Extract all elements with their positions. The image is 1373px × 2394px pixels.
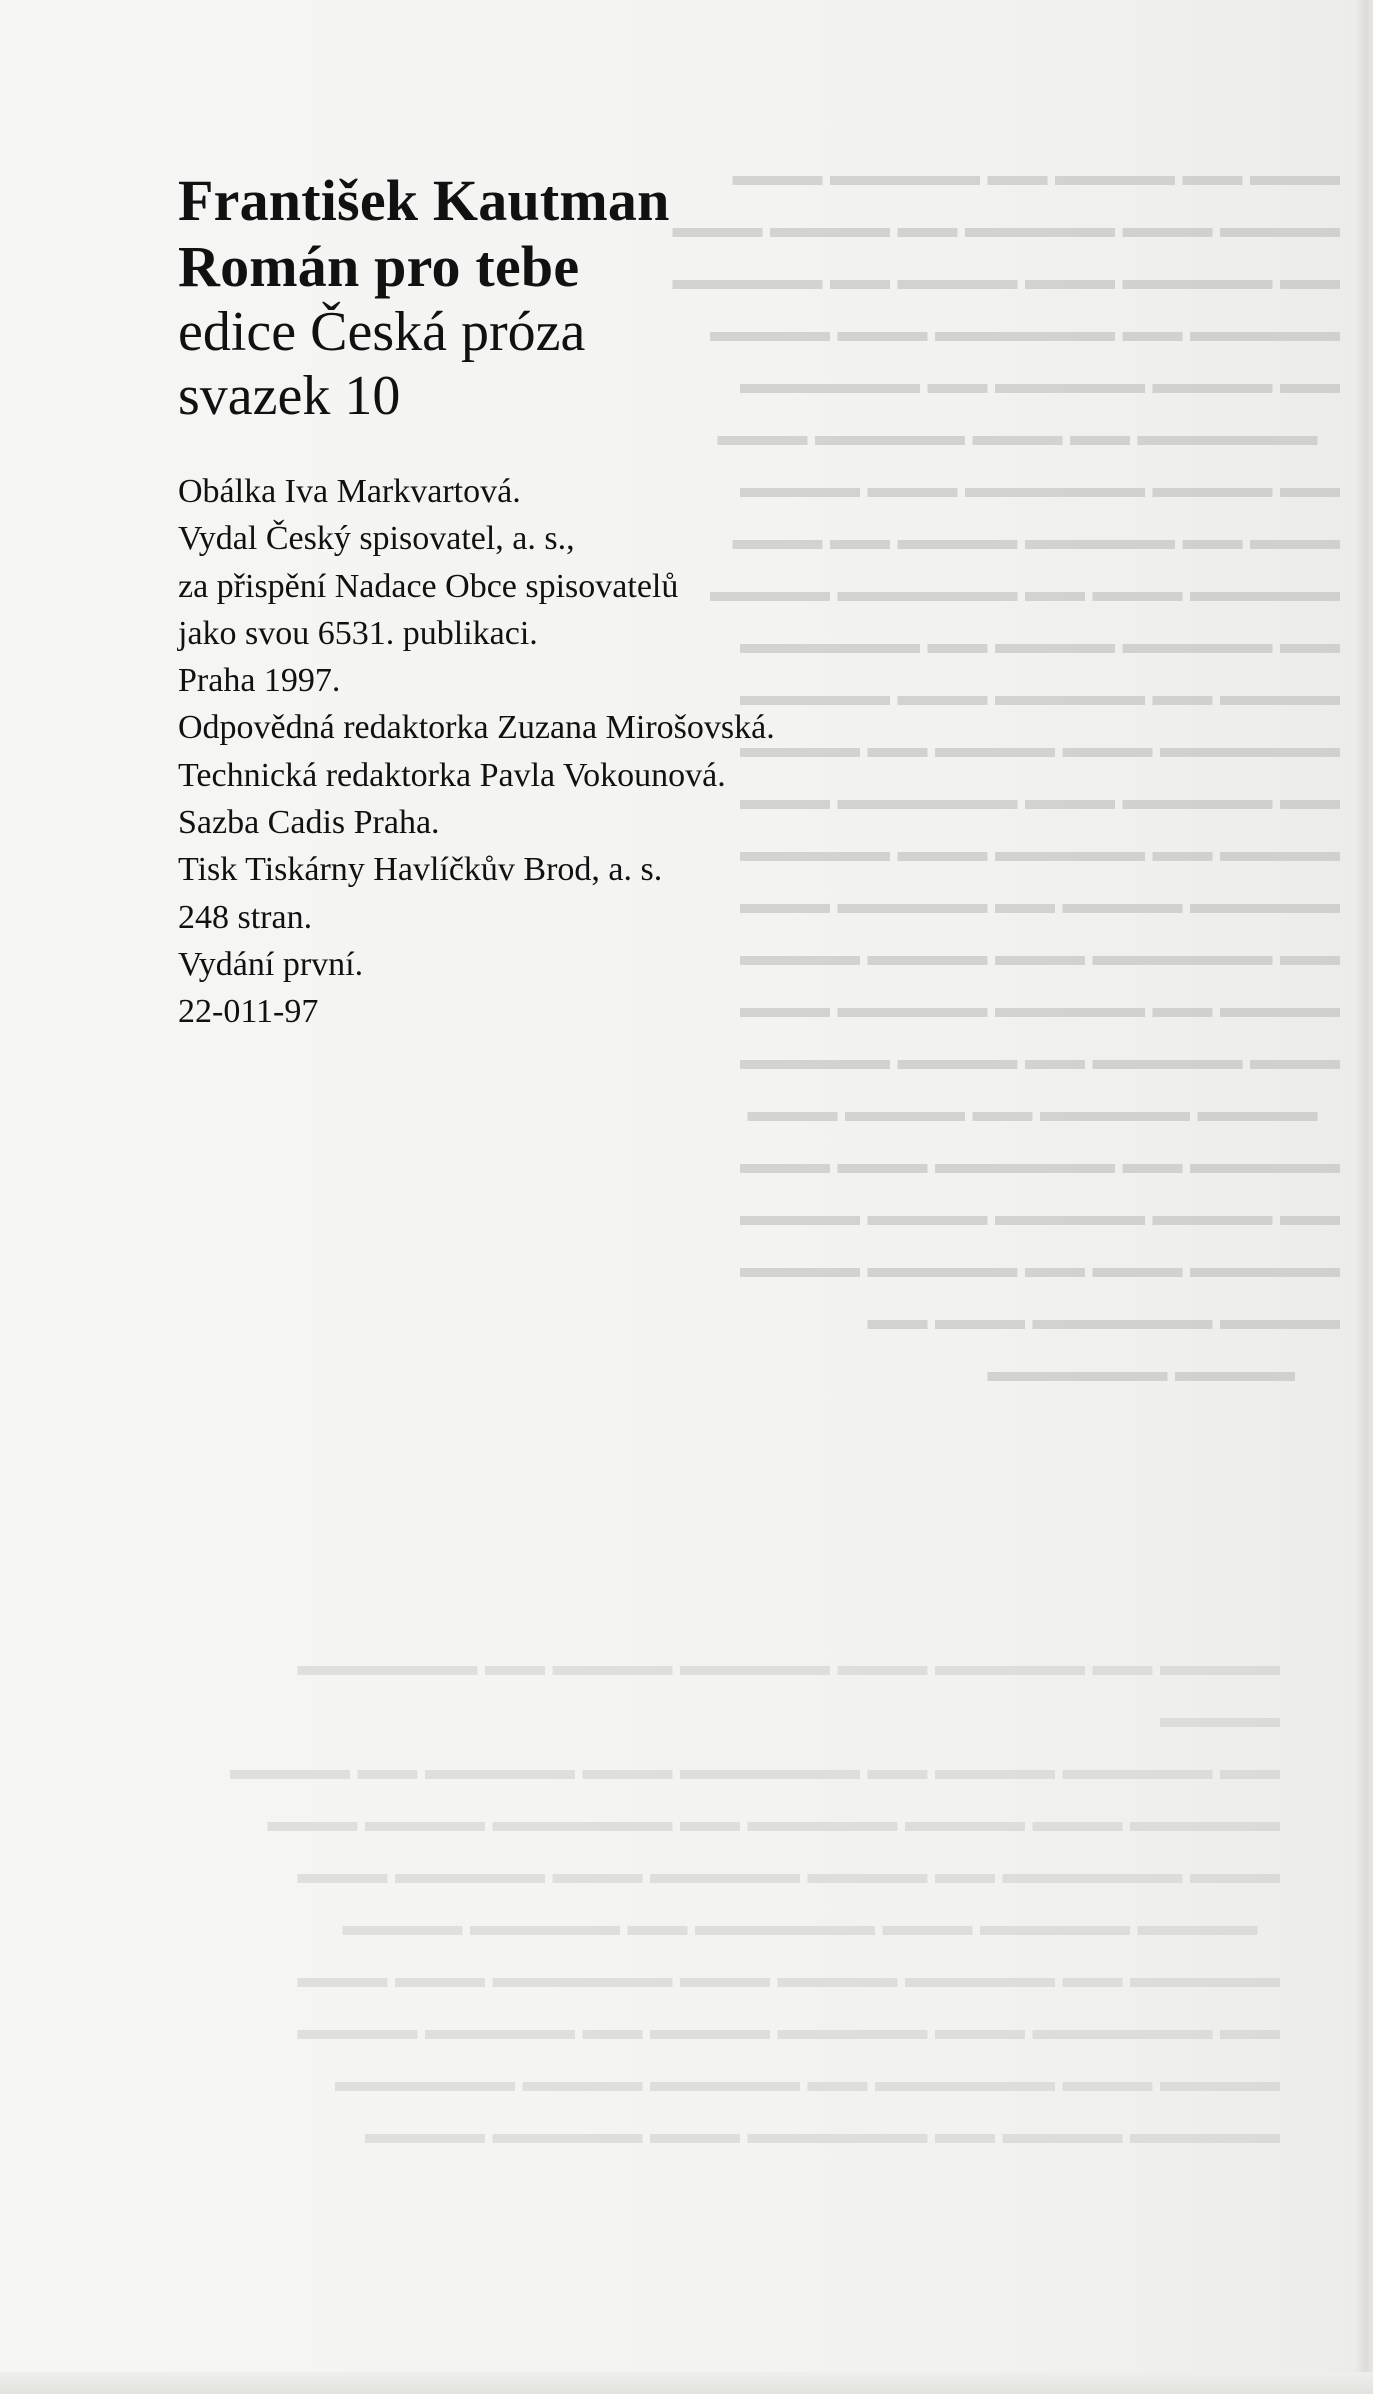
cover-credit: Obálka Iva Markvartová.: [178, 473, 521, 510]
publication-info: [178, 468, 1078, 1036]
technical-editor-credit: Technická redaktorka Pavla Vokounová.: [178, 756, 726, 794]
page-bottom-edge: [0, 2372, 1373, 2394]
author-name: František Kautman: [178, 168, 670, 233]
catalog-code: 22-011-97: [178, 993, 319, 1031]
typesetting-credit: Sazba Cadis Praha.: [178, 804, 440, 842]
edition-number: Vydání první.: [178, 945, 364, 983]
edition-name: edice Česká próza: [178, 301, 586, 363]
support-line: za přispění Nadace Obce spisovatelů: [178, 567, 679, 605]
printing-credit: Tisk Tiskárny Havlíčkův Brod, a. s.: [178, 851, 663, 889]
title-block: [178, 168, 1078, 428]
page-edge-shadow: [1355, 0, 1373, 2394]
editor-credit: Odpovědná redaktorka Zuzana Mirošovská.: [178, 709, 775, 747]
publisher-line: Vydal Český spisovatel, a. s.,: [178, 520, 575, 558]
place-year: Praha 1997.: [178, 662, 341, 700]
publication-number: jako svou 6531. publikaci.: [178, 614, 538, 652]
volume-number: svazek 10: [178, 365, 401, 427]
page-count: 248 stran.: [178, 898, 313, 936]
book-title: Román pro tebe: [178, 234, 580, 299]
bleed-through-texture: ▬▬▬ ▬▬ ▬▬▬▬ ▬▬ ▬▬▬▬▬ ▬▬▬ ▬▬▬▬ ▬▬▬ ▬▬▬▬▬ ▬▬ ▬▬▬▬ ▬▬▬ ▬▬ ▬▬▬▬▬ ▬▬▬ ▬▬▬▬ ▬▬ ▬▬▬▬▬ ▬▬▬▬▬ ▬▬ ▬▬▬▬▬▬ ▬▬▬ ▬▬▬▬ ▬▬ ▬▬▬▬ ▬▬▬▬▬ ▬▬ ▬▬▬▬▬▬ ▬▬▬▬▬▬ ▬▬ ▬▬▬ ▬▬▬▬▬ ▬▬▬ ▬▬ ▬▬▬▬ ▬▬▬▬▬▬ ▬▬▬ ▬▬▬▬ ▬▬▬ ▬▬ ▬▬▬▬▬ ▬▬▬▬ ▬▬ ▬▬▬ ▬▬▬▬▬ ▬▬▬ ▬▬ ▬▬▬▬▬▬ ▬▬▬▬ ▬▬ ▬▬▬▬▬ ▬▬▬▬ ▬▬ ▬▬▬▬▬▬ ▬▬▬▬ ▬▬ ▬▬▬▬▬ ▬▬▬ ▬▬▬▬▬ ▬▬▬▬▬▬ ▬▬▬ ▬▬▬▬ ▬▬ ▬▬▬▬ ▬▬ ▬▬▬▬▬ ▬▬▬ ▬▬▬▬▬▬ ▬▬▬ ▬▬▬▬ ▬▬ ▬▬▬▬▬ ▬▬▬ ▬▬▬▬▬ ▬▬▬▬▬ ▬▬▬▬ ▬▬ ▬▬▬▬▬ ▬▬▬ ▬▬ ▬▬▬▬▬▬ ▬▬▬ ▬▬▬▬ ▬▬▬▬ ▬▬▬▬ ▬▬ ▬▬▬▬▬ ▬▬▬▬▬ ▬▬▬ ▬▬▬ ▬▬▬▬▬ ▬▬ ▬▬▬▬ ▬▬▬▬▬ ▬▬▬▬ ▬▬▬▬▬ ▬▬ ▬▬▬▬ ▬▬▬ ▬▬▬▬▬ ▬▬ ▬▬▬▬▬▬ ▬▬▬ ▬▬▬ ▬▬ ▬▬▬▬ ▬▬▬▬▬ ▬▬▬▬ ▬▬▬▬ ▬▬▬▬▬ ▬▬▬ ▬▬ ▬▬▬▬▬ ▬▬▬▬ ▬▬▬▬ ▬▬▬▬▬▬ ▬▬▬ ▬▬ ▬▬▬▬ ▬▬▬▬▬▬: [672, 159, 1340, 1388]
colophon: [178, 168, 1078, 1036]
bleed-through-texture-lower: ▬▬▬▬ ▬▬ ▬▬▬▬▬ ▬▬▬ ▬▬▬▬▬ ▬▬▬▬ ▬▬ ▬▬▬▬▬▬ ▬▬▬▬ ▬▬ ▬▬▬▬▬ ▬▬▬▬ ▬▬ ▬▬▬▬▬▬ ▬▬▬ ▬▬▬▬▬ ▬▬ ▬▬▬▬ ▬▬▬▬▬ ▬▬▬ ▬▬▬▬ ▬▬▬▬▬ ▬▬ ▬▬▬▬▬▬ ▬▬▬▬ ▬▬▬ ▬▬▬ ▬▬▬▬▬▬ ▬▬ ▬▬▬▬ ▬▬▬▬▬ ▬▬▬ ▬▬▬▬▬ ▬▬▬ ▬▬▬▬ ▬▬▬▬▬ ▬▬▬ ▬▬▬▬▬▬ ▬▬ ▬▬▬▬▬ ▬▬▬▬ ▬▬▬▬▬ ▬▬ ▬▬▬▬▬ ▬▬▬▬ ▬▬▬ ▬▬▬▬▬▬ ▬▬▬ ▬▬▬ ▬▬ ▬▬▬▬▬▬ ▬▬▬ ▬▬▬▬▬ ▬▬▬▬ ▬▬ ▬▬▬▬▬ ▬▬▬▬ ▬▬▬▬ ▬▬▬ ▬▬▬▬▬▬ ▬▬ ▬▬▬▬▬ ▬▬▬▬ ▬▬▬▬▬▬ ▬▬▬▬▬ ▬▬▬▬ ▬▬ ▬▬▬▬▬▬ ▬▬▬ ▬▬▬▬▬ ▬▬▬▬: [230, 1649, 1280, 2150]
